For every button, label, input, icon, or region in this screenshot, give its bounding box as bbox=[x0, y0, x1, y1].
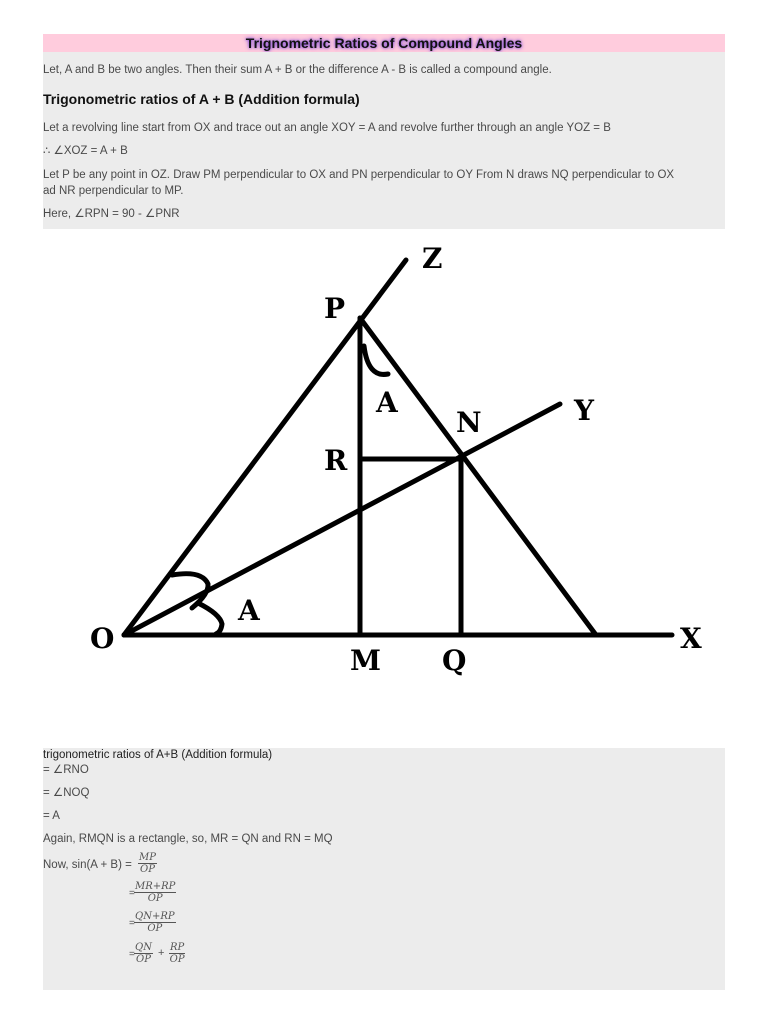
line-OZ bbox=[124, 260, 406, 635]
label-N: N bbox=[456, 406, 482, 439]
eq-rno: = ∠RNO bbox=[43, 764, 89, 776]
eq-a: = A bbox=[43, 810, 60, 822]
derivation-caption: trigonometric ratios of A+B (Addition formula) bbox=[43, 749, 273, 761]
label-Z: Z bbox=[422, 242, 443, 275]
equals-sign-3: = bbox=[129, 918, 135, 929]
label-Y: Y bbox=[574, 394, 594, 427]
eq-noq: = ∠NOQ bbox=[43, 787, 90, 799]
equals-sign-2: = bbox=[129, 888, 135, 899]
fraction-mr-rp-op: $\frac{MR+RP}{OP}$ bbox=[135, 881, 176, 904]
arc-angle-A-bottom bbox=[198, 603, 222, 634]
line-PN-extended bbox=[360, 318, 596, 635]
fraction-rp-op: $\frac{RP}{OP}$ bbox=[169, 942, 185, 965]
sin-sum-label: Now, sin(A + B) = bbox=[43, 859, 132, 871]
label-M: M bbox=[350, 644, 381, 677]
label-A-top: A bbox=[376, 386, 398, 419]
compound-angle-diagram bbox=[80, 238, 720, 678]
fraction-qn-rp-op: $\frac{QN+RP}{OP}$ bbox=[135, 911, 175, 934]
section-heading: Trigonometric ratios of A + B (Addition formula) bbox=[43, 91, 360, 107]
title-bar bbox=[43, 34, 725, 52]
label-R: R bbox=[324, 444, 348, 477]
line-OY bbox=[124, 404, 560, 635]
intro-line-4b: ad NR perpendicular to MP. bbox=[43, 185, 184, 197]
label-O: O bbox=[90, 622, 115, 655]
intro-panel bbox=[43, 52, 725, 229]
fraction-mp-op: $\frac{MP}{OP}$ bbox=[139, 852, 156, 875]
label-X: X bbox=[680, 622, 702, 655]
derivation-panel bbox=[43, 748, 725, 990]
intro-line-3: ∴ ∠XOZ = A + B bbox=[43, 145, 128, 157]
fraction-qn-op: $\frac{QN}{OP}$ bbox=[135, 942, 152, 965]
intro-line-5: Here, ∠RPN = 90 - ∠PNR bbox=[43, 208, 180, 220]
page-title: Trignometric Ratios of Compound Angles bbox=[245, 35, 523, 51]
label-A-bottom: A bbox=[238, 594, 260, 627]
rectangle-statement: Again, RMQN is a rectangle, so, MR = QN and RN = MQ bbox=[43, 833, 333, 845]
intro-line-2: Let a revolving line start from OX and trace out an angle XOY = A and revolve further through an angle YOZ = B bbox=[43, 122, 611, 134]
intro-line-1: Let, A and B be two angles. Then their sum A + B or the difference A - B is called a compound angle. bbox=[43, 64, 552, 76]
label-P: P bbox=[324, 292, 346, 325]
equals-sign-4: = bbox=[129, 949, 135, 960]
plus-sign: + bbox=[158, 947, 165, 959]
label-Q: Q bbox=[442, 644, 467, 677]
intro-line-4a: Let P be any point in OZ. Draw PM perpendicular to OX and PN perpendicular to OY From N draws NQ perpendicular to OX bbox=[43, 169, 675, 181]
